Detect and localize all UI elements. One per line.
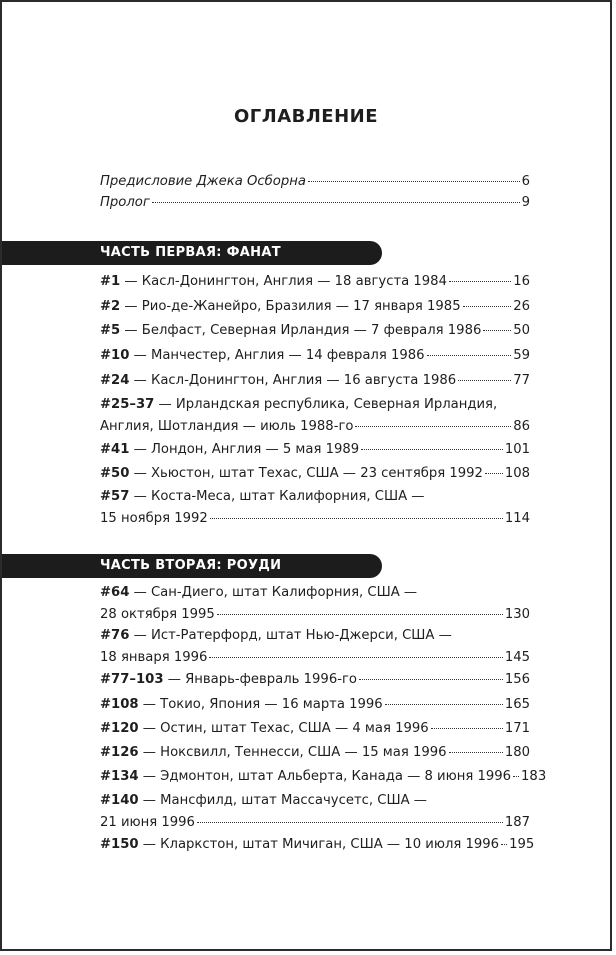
dot-leader [458, 380, 511, 381]
entry-number: #77–103 [100, 672, 164, 687]
toc-entry[interactable] [100, 766, 547, 788]
entry-text-line1: — Ирландская республика, Северная Ирландия, [154, 397, 498, 412]
entry-text: — Хьюстон, штат Техас, США — 23 сентября 1992 [129, 466, 483, 481]
entry-page: 165 [504, 697, 530, 712]
entry-text-line1: — Мансфилд, штат Массачусетс, США — [138, 793, 427, 808]
dot-leader [431, 728, 503, 729]
entry-page: 77 [513, 373, 530, 388]
entry-text: — Эдмонтон, штат Альберта, Канада — 8 июня 1996 [138, 769, 512, 784]
entry-page: 108 [504, 466, 530, 481]
entry-page: 171 [504, 721, 530, 736]
entry-text: — Январь-февраль 1996-го [163, 672, 357, 687]
entry-text-line1: — Ист-Ратерфорд, штат Нью-Джерси, США — [129, 628, 452, 643]
toc-entry[interactable] [100, 486, 530, 530]
entry-number: #140 [100, 793, 139, 808]
entry-number: #126 [100, 745, 139, 760]
dot-leader [449, 281, 511, 282]
entry-page: 180 [504, 745, 530, 760]
entry-number: #64 [100, 585, 130, 600]
entry-number: #41 [100, 442, 130, 457]
entry-number: #25–37 [100, 397, 155, 412]
entry-page: 86 [513, 419, 530, 434]
entry-text-line1: — Сан-Диего, штат Калифорния, США — [129, 585, 418, 600]
entry-text: — Касл-Донингтон, Англия — 18 августа 1984 [120, 274, 447, 289]
entry-text: — Ноксвилл, Теннесси, США — 15 мая 1996 [138, 745, 447, 760]
entry-number: #5 [100, 323, 121, 338]
entry-text-line2: 18 января 1996 [100, 650, 208, 665]
entry-page: 26 [513, 299, 530, 314]
toc-entry[interactable] [100, 742, 530, 764]
toc-entry-foreword[interactable] [100, 171, 530, 193]
entry-text: — Лондон, Англия — 5 мая 1989 [129, 442, 360, 457]
entry-text: Пролог [100, 195, 150, 210]
entry-page: 195 [509, 837, 535, 852]
dot-leader [359, 679, 503, 680]
toc-entry[interactable] [100, 669, 530, 691]
entry-text: — Белфаст, Северная Ирландия — 7 февраля 1986 [120, 323, 482, 338]
dot-leader [485, 473, 503, 474]
entry-number: #57 [100, 489, 130, 504]
toc-entry[interactable] [100, 296, 530, 318]
page-title: ОГЛАВЛЕНИЕ [233, 106, 379, 127]
toc-entry[interactable] [100, 439, 530, 461]
entry-number: #2 [100, 299, 121, 314]
entry-page: 16 [513, 274, 530, 289]
dot-leader [501, 844, 507, 845]
toc-entry-prologue[interactable] [100, 192, 530, 214]
toc-entry[interactable] [100, 463, 530, 485]
entry-page: 50 [513, 323, 530, 338]
entry-page: 187 [504, 815, 530, 830]
entry-text: — Остин, штат Техас, США — 4 мая 1996 [138, 721, 429, 736]
dot-leader [152, 202, 520, 203]
dot-leader [217, 614, 503, 615]
dot-leader [197, 822, 503, 823]
entry-text: — Манчестер, Англия — 14 февраля 1986 [129, 348, 425, 363]
entry-number: #134 [100, 769, 139, 784]
entry-text-line2: 21 июня 1996 [100, 815, 195, 830]
toc-entry[interactable] [100, 370, 530, 392]
entry-number: #24 [100, 373, 130, 388]
entry-number: #120 [100, 721, 139, 736]
dot-leader [449, 752, 503, 753]
entry-number: #150 [100, 837, 139, 852]
toc-entry[interactable] [100, 582, 530, 626]
entry-page: 145 [504, 650, 530, 665]
entry-text: — Касл-Донингтон, Англия — 16 августа 1986 [129, 373, 457, 388]
entry-text: — Токио, Япония — 16 марта 1996 [138, 697, 383, 712]
entry-number: #76 [100, 628, 130, 643]
toc-entry[interactable] [100, 394, 530, 438]
entry-number: #50 [100, 466, 130, 481]
entry-text: — Рио-де-Жанейро, Бразилия — 17 января 1985 [120, 299, 461, 314]
dot-leader [210, 518, 503, 519]
entry-page: 183 [521, 769, 547, 784]
toc-entry[interactable] [100, 271, 530, 293]
part-two-heading: ЧАСТЬ ВТОРАЯ: РОУДИ [2, 554, 382, 578]
toc-entry[interactable] [100, 625, 530, 669]
entry-text-line2: 28 октября 1995 [100, 607, 215, 622]
entry-page: 59 [513, 348, 530, 363]
entry-text: Предисловие Джека Осборна [100, 174, 306, 189]
dot-leader [463, 306, 512, 307]
dot-leader [308, 181, 520, 182]
dot-leader [209, 657, 502, 658]
entry-page: 114 [504, 511, 530, 526]
entry-text-line2: 15 ноября 1992 [100, 511, 208, 526]
toc-entry[interactable] [100, 694, 530, 716]
dot-leader [483, 330, 511, 331]
entry-page: 9 [521, 195, 530, 210]
dot-leader [513, 776, 519, 777]
entry-number: #108 [100, 697, 139, 712]
dot-leader [427, 355, 512, 356]
entry-text-line1: — Коста-Меса, штат Калифорния, США — [129, 489, 425, 504]
toc-entry[interactable] [100, 834, 535, 856]
toc-entry[interactable] [100, 718, 530, 740]
entry-text: — Кларкстон, штат Мичиган, США — 10 июля 1996 [138, 837, 500, 852]
entry-number: #10 [100, 348, 130, 363]
entry-number: #1 [100, 274, 121, 289]
toc-entry[interactable] [100, 320, 530, 342]
part-one-heading: ЧАСТЬ ПЕРВАЯ: ФАНАТ [2, 241, 382, 265]
dot-leader [361, 449, 503, 450]
toc-entry[interactable] [100, 790, 530, 834]
entry-page: 156 [504, 672, 530, 687]
entry-text-line2: Англия, Шотландия — июль 1988-го [100, 419, 354, 434]
entry-page: 130 [504, 607, 530, 622]
entry-page: 6 [521, 174, 530, 189]
toc-entry[interactable] [100, 345, 530, 367]
dot-leader [355, 426, 511, 427]
dot-leader [385, 704, 503, 705]
entry-page: 101 [504, 442, 530, 457]
